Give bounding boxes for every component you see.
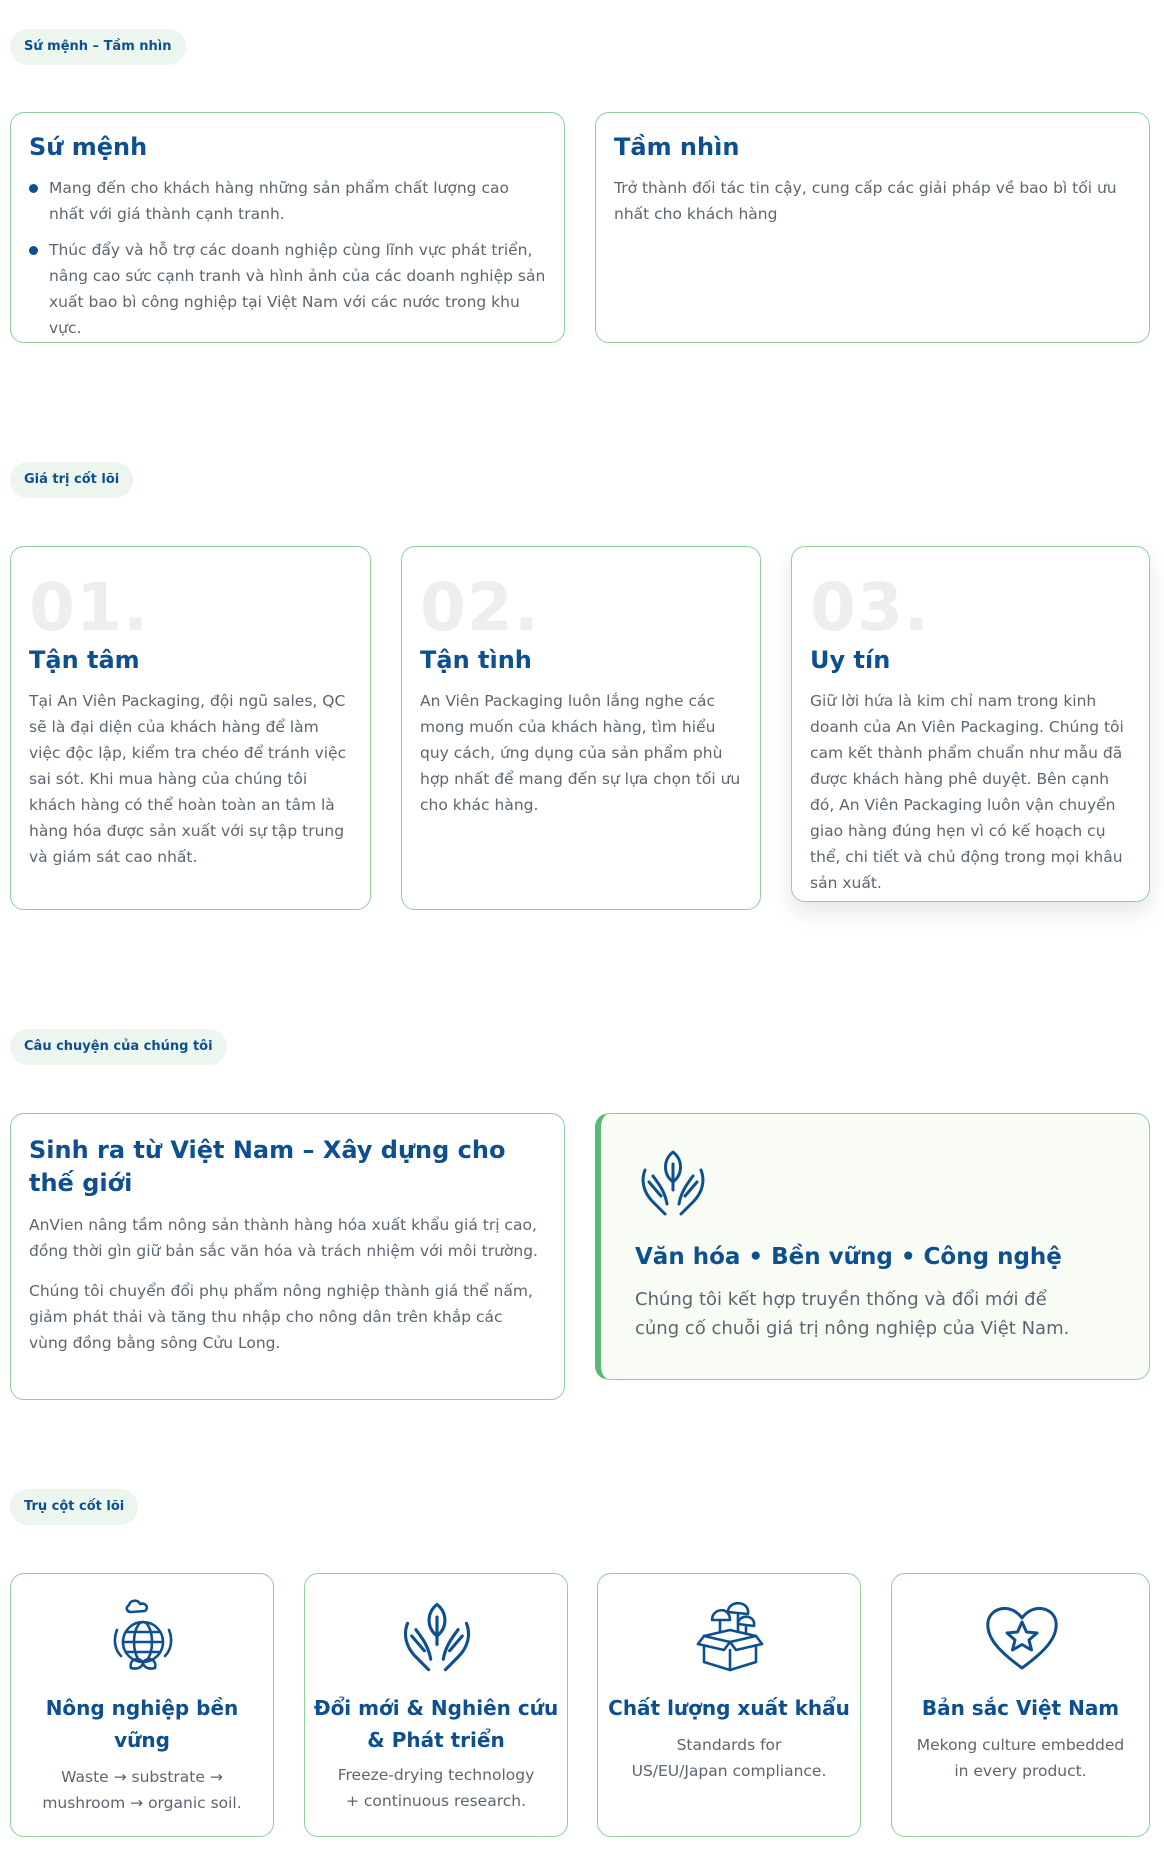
value-card-3 bbox=[791, 546, 1150, 902]
pillar-title: Bản sắc Việt Nam bbox=[921, 1696, 1120, 1720]
pillar-text: Waste → substrate → mushroom → organic soil. bbox=[42, 1768, 242, 1812]
pillar-card-1 bbox=[10, 1573, 274, 1837]
mission-bullet bbox=[29, 175, 546, 227]
mission-bullet-text: Thúc đẩy và hỗ trợ các doanh nghiệp cùng lĩnh vực phát triển, nâng cao sức cạnh tranh và hình ảnh của các doanh nghiệp sản xuất bao bì công nghiệp tại Việt Nam với các nước trong khu vực. bbox=[49, 241, 546, 337]
value-title: Tận tâm bbox=[29, 646, 140, 674]
hands-leaf-icon bbox=[397, 1596, 477, 1676]
section-label-mission-vision: Sứ mệnh – Tầm nhìn bbox=[10, 29, 186, 65]
value-card-1 bbox=[10, 546, 371, 910]
hands-leaf-icon bbox=[635, 1144, 711, 1220]
section-label-pillars: Trụ cột cốt lõi bbox=[10, 1489, 138, 1525]
pillar-text: Freeze-drying technology + continuous research. bbox=[337, 1766, 535, 1810]
bullet-dot-icon bbox=[29, 246, 38, 255]
value-card-2 bbox=[401, 546, 761, 910]
mission-bullet-text: Mang đến cho khách hàng những sản phẩm chất lượng cao nhất với giá thành cạnh tranh. bbox=[49, 179, 509, 223]
pillar-title: Chất lượng xuất khẩu bbox=[608, 1696, 850, 1720]
value-number: 01. bbox=[29, 569, 149, 646]
pillar-title: Đổi mới & Nghiên cứu & Phát triển bbox=[313, 1696, 559, 1752]
globe-leaf-icon bbox=[103, 1596, 183, 1676]
value-text: Tại An Viên Packaging, đội ngũ sales, QC sẽ là đại diện của khách hàng để làm việc độc lập, kiểm tra chéo để tránh việc sai sót. Khi mua hàng của chúng tôi khách hàng có thể hoàn toàn an tâm là hàng hóa được sản xuất với sự tập trung và giám sát cao nhất. bbox=[29, 692, 347, 866]
mission-list bbox=[29, 175, 546, 341]
section-label-story: Câu chuyện của chúng tôi bbox=[10, 1029, 227, 1065]
value-text: Giữ lời hứa là kim chỉ nam trong kinh doanh của An Viên Packaging. Chúng tôi cam kết thành phẩm chuẩn như mẫu đã được khách hàng phê duyệt. Bên cạnh đó, An Viên Packaging luôn vận chuyển giao hàng đúng hẹn vì có kế hoạch cụ thể, chi tiết và chủ động trong mọi khâu sản xuất. bbox=[810, 692, 1124, 892]
mission-title: Sứ mệnh bbox=[29, 133, 148, 161]
pillar-card-3 bbox=[597, 1573, 861, 1837]
vision-title: Tầm nhìn bbox=[614, 133, 740, 161]
value-title: Uy tín bbox=[810, 646, 891, 674]
highlight-card bbox=[595, 1113, 1150, 1380]
story-title: Sinh ra từ Việt Nam – Xây dựng cho thế giới bbox=[29, 1136, 506, 1197]
section-label-core-values: Giá trị cốt lõi bbox=[10, 462, 133, 498]
vision-text: Trở thành đối tác tin cậy, cung cấp các giải pháp về bao bì tối ưu nhất cho khách hàng bbox=[614, 179, 1117, 223]
story-card bbox=[10, 1113, 565, 1400]
mushroom-box-icon bbox=[690, 1596, 770, 1676]
pillar-card-2 bbox=[304, 1573, 568, 1837]
mission-card bbox=[10, 112, 565, 343]
highlight-text: Chúng tôi kết hợp truyền thống và đổi mới để củng cố chuỗi giá trị nông nghiệp của Việt Nam. bbox=[635, 1289, 1070, 1339]
vision-card bbox=[595, 112, 1150, 343]
heart-star-icon bbox=[982, 1596, 1062, 1676]
story-paragraph-2: Chúng tôi chuyển đổi phụ phẩm nông nghiệp thành giá thể nấm, giảm phát thải và tăng thu nhập cho nông dân trên khắp các vùng đồng bằng sông Cửu Long. bbox=[29, 1282, 533, 1352]
value-title: Tận tình bbox=[420, 646, 532, 674]
bullet-dot-icon bbox=[29, 184, 38, 193]
story-paragraph-1: AnVien nâng tầm nông sản thành hàng hóa xuất khẩu giá trị cao, đồng thời gìn giữ bản sắc văn hóa và trách nhiệm với môi trường. bbox=[29, 1216, 538, 1260]
pillar-title: Nông nghiệp bền vững bbox=[45, 1696, 239, 1752]
value-number: 02. bbox=[420, 569, 540, 646]
highlight-title: Văn hóa • Bền vững • Công nghệ bbox=[635, 1244, 1062, 1270]
value-text: An Viên Packaging luôn lắng nghe các mong muốn của khách hàng, tìm hiểu quy cách, ứng dụng của sản phẩm phù hợp nhất để mang đến sự lựa chọn tối ưu cho khác hàng. bbox=[420, 692, 741, 814]
pillar-card-4 bbox=[891, 1573, 1150, 1837]
mission-bullet bbox=[29, 237, 546, 341]
pillar-text: Mekong culture embedded in every product. bbox=[916, 1736, 1125, 1780]
pillar-text: Standards for US/EU/Japan compliance. bbox=[631, 1736, 827, 1780]
value-number: 03. bbox=[810, 569, 930, 646]
